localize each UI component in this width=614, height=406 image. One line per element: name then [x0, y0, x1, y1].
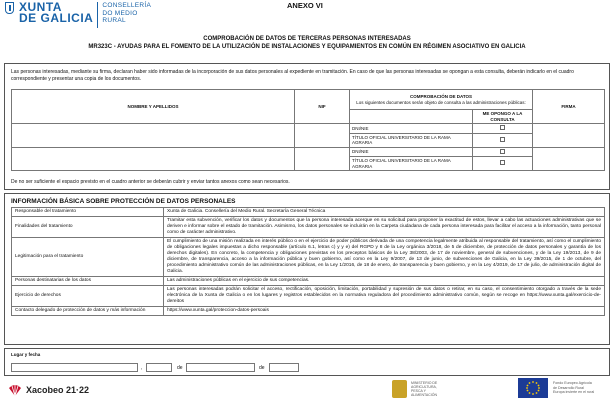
comma-separator: , — [141, 365, 143, 371]
person-2-doc-dni: DNI/NIE — [350, 147, 473, 157]
person-1-oppose-title-checkbox[interactable] — [500, 137, 505, 142]
scallop-shell-icon — [8, 383, 22, 397]
date-section — [4, 348, 610, 376]
xunta-crest-icon — [4, 2, 15, 24]
feader-line-1: Fondo Europeo Agrícola — [553, 381, 592, 386]
table-row — [12, 217, 605, 238]
privacy-value: El cumplimiento de una misión realizada en interés público o en el ejercicio de poder públicos derivada de una competencia legalmente atribuida al responsable del tratamiento, así como el cumplimiento de obligaciones legales impuestas a dicho responsable (artículo 6.1, letras c) y y e) del RGPD y 8 de la Ley orgánica 3/2018, de 5 de diciembre, de protección de datos personales y garantía de los derechos digitales). En concreto, la competencia y obligaciones previstas en los preceptos básicos de la Ley 38/2003, de 17 de noviembre, general de subvenciones, y de la Ley 19/2013, de 9 de diciembre, de transparencia, acceso a la información pública y buen gobierno, así como en la Ley 9/2007, de 13 de junio, de subvenciones de Galicia, en la Ley 39/2015, de 1 de octubre, del procedimiento administrativo común de las administraciones públicas, en la Ley 1/2016, de 18 de enero, de transparencia y buen gobierno, y en la Ley 4/2019, de 17 de julio, de administración digital de Galicia. — [164, 238, 605, 277]
privacy-label: Legitimación para el tratamiento — [12, 238, 164, 277]
de-label-1: de — [177, 365, 183, 371]
person-2-oppose-title-checkbox[interactable] — [500, 160, 505, 165]
logo-xunta: XUNTA — [19, 0, 62, 14]
year-field[interactable] — [269, 363, 299, 372]
person-1-doc-title: TÍTULO OFICIAL UNIVERSITARIO DE LA RAMA AGRARIA — [350, 133, 473, 147]
document-title: COMPROBACIÓN DE DATOS DE TERCERAS PERSONAS INTERESADAS — [203, 36, 411, 42]
document-titles — [0, 35, 614, 51]
person-1-name-field[interactable] — [12, 124, 295, 148]
place-date-label: Lugar y fecha — [11, 352, 41, 357]
logo-dept-line-2: DO MEDIO — [102, 9, 138, 17]
feader-line-3: Europa invierte en el rural — [553, 390, 595, 395]
col-check-header — [350, 90, 533, 110]
privacy-label: Personas destinatarias de los datos — [12, 277, 164, 286]
de-label-2: de — [259, 365, 265, 371]
privacy-label: Ejercicio de derechos — [12, 286, 164, 307]
place-field[interactable] — [11, 363, 138, 372]
person-2-nif-field[interactable] — [295, 147, 350, 171]
month-field[interactable] — [186, 363, 255, 372]
table-row — [12, 286, 605, 307]
privacy-value: https://www.xunta.gal/proteccion-datos-persoais — [164, 307, 605, 316]
person-2-doc-title: TÍTULO OFICIAL UNIVERSITARIO DE LA RAMA AGRARIA — [350, 157, 473, 171]
table-row — [12, 208, 605, 217]
privacy-value: Tramitar esta subvención, verificar los datos y documentos que la persona interesada acerque en su solicitud para proponer la exactitud de estos, llevar a cabo las actuaciones administrativas que se deriven e informar sobre el estado de tramitación. Asimismo, los datos personales se incluirán en la Carpeta ciudadana de cada persona interesada para facilitar el acceso a la información, tanto personal como de carácter administrativo. — [164, 217, 605, 238]
eu-feader-logo — [518, 378, 605, 398]
privacy-value: Las personas interesadas podrán solicitar el acceso, rectificación, oposición, limitación, portabilidad y supresión de sus datos o retirar, en su caso, el consentimiento otorgado a través de la sede electrónica de la Xunta de Galicia o en los lugares y registros establecidos en la normativa reguladora del procedimiento administrativo común, según se recoge en https://www.xunta.gal/exercicio-de-dereitos — [164, 286, 605, 307]
col-name-header: NOMBRE Y APELLIDOS — [12, 90, 295, 124]
person-1-nif-field[interactable] — [295, 124, 350, 148]
person-1-signature-field[interactable] — [533, 124, 605, 148]
feader-line-2: de Desarrollo Rural — [553, 385, 584, 390]
person-1-doc-dni: DNI/NIE — [350, 124, 473, 134]
feader-text — [553, 381, 605, 395]
col-check-title: COMPROBACIÓN DE DATOS — [409, 94, 473, 99]
col-oppose-header: ME OPONGO A LA CONSULTA — [473, 110, 533, 124]
logo-dept-line-3: RURAL — [102, 17, 126, 24]
xunta-logo — [4, 2, 151, 28]
privacy-table — [11, 207, 605, 316]
annex-label: ANEXO VI — [287, 1, 323, 10]
logo-dept-line-1: CONSELLERÍA — [102, 2, 152, 9]
ministry-text: MINISTERIO DE AGRICULTURA, PESCA Y ALIMENTACIÓN — [411, 381, 438, 397]
col-sign-header: FIRMA — [533, 90, 605, 124]
table-row — [12, 277, 605, 286]
person-2-signature-field[interactable] — [533, 147, 605, 171]
xacobeo-logo — [8, 383, 89, 397]
privacy-label: Responsable del tratamiento — [12, 208, 164, 217]
privacy-value: Las administraciones públicas en el ejercicio de sus competencias. — [164, 277, 605, 286]
xacobeo-text: Xacobeo 21·22 — [26, 385, 90, 395]
third-parties-table — [11, 89, 605, 171]
col-nif-header: NIF — [295, 90, 350, 124]
spain-crest-icon — [392, 380, 407, 398]
privacy-section — [4, 193, 610, 345]
consent-section — [4, 63, 610, 190]
person-1-oppose-dni-checkbox[interactable] — [500, 125, 505, 130]
person-2-oppose-dni-checkbox[interactable] — [500, 149, 505, 154]
day-field[interactable] — [146, 363, 172, 372]
ministry-logo — [392, 380, 446, 398]
eu-flag-icon — [518, 378, 548, 398]
table-row — [12, 238, 605, 277]
privacy-label: Finalidades del tratamiento — [12, 217, 164, 238]
consent-footnote: De no ser suficiente el espacio previsto en el cuadro anterior se deberán cubrir y enviar tantos anexos como sean necesarios. — [11, 179, 290, 185]
logo-galicia: DE GALICIA — [19, 11, 94, 25]
person-2-name-field[interactable] — [12, 147, 295, 171]
table-row — [12, 307, 605, 316]
col-check-sub: Los siguientes documentos serán objeto de consulta a las administraciones públicas: — [356, 99, 526, 105]
privacy-value: Xunta de Galicia. Consellería del Medio Rural. Secretaría General Técnica — [164, 208, 605, 217]
document-subtitle: MR323C - AYUDAS PARA EL FOMENTO DE LA UTILIZACIÓN DE INSTALACIONES Y EQUIPAMIENTOS EN COMÚN EN RÉGIMEN ASOCIATIVO EN GALICIA — [88, 44, 526, 50]
consent-intro: Las personas interesadas, mediante su firma, declaran haber sido informadas de la incorporación de sus datos personales al expediente en tramitación. En caso de que las personas interesadas se opongan a esta consulta, deberán indicarlo en el cuadro correspondiente y presentar una copia de los documentos. — [11, 69, 574, 82]
privacy-title: INFORMACIÓN BÁSICA SOBRE PROTECCIÓN DE DATOS PERSONALES — [11, 198, 236, 205]
privacy-label: Contacto delegado de protección de datos y más información — [12, 307, 164, 316]
